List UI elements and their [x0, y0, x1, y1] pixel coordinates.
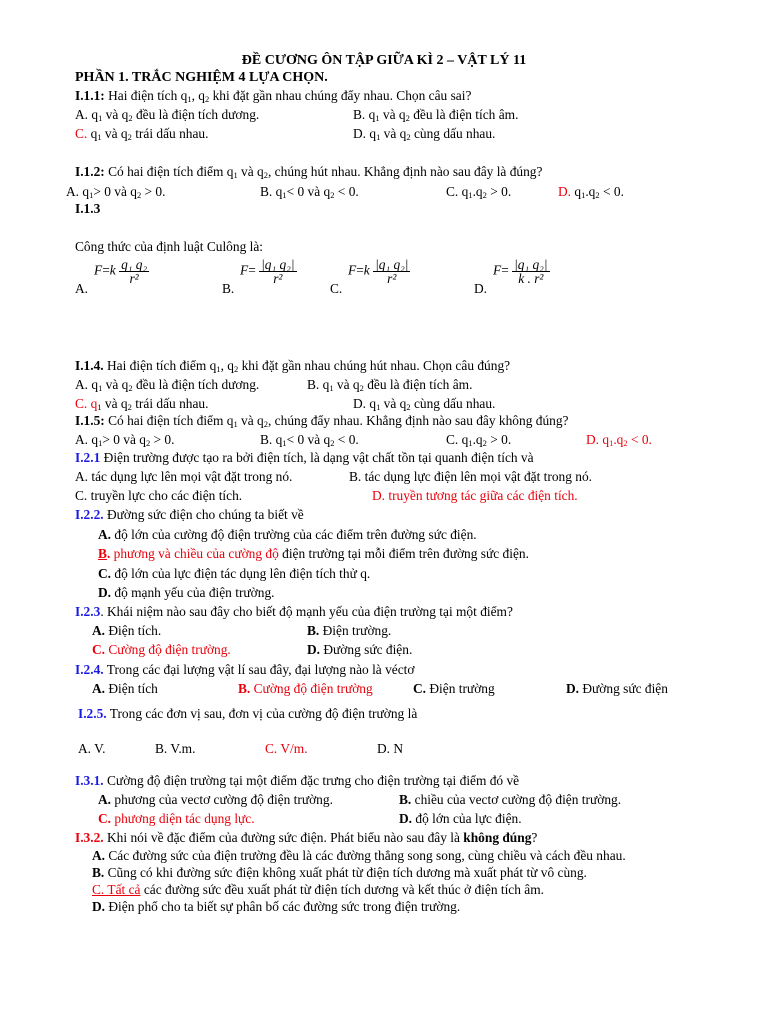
question-id: I.3.2. [75, 830, 104, 845]
option-c: C. $q_1$ và $q_2$ trái dấu nhau. [75, 126, 209, 142]
option-a: A. $q_1> 0$ và $q_2 > 0$. [75, 432, 175, 448]
option-c: C. $q_1.q_2 > 0$. [446, 432, 512, 448]
option-a: A. Điện tích [92, 681, 158, 696]
option-b-label: B. [222, 281, 235, 296]
option-c: C. truyền lực cho các điện tích. [75, 488, 243, 503]
question-1-2-4: I.2.4. Trong các đại lượng vật lí sau đây, đại lượng nào là véctơ [75, 662, 415, 677]
question-id: I.2.5. [78, 706, 107, 721]
option-c: C. $q_1$ và $q_2$ trái dấu nhau. [75, 396, 209, 412]
option-d: D. Đường sức điện. [307, 642, 413, 657]
question-id: I.3.1. [75, 773, 104, 788]
option-a: A. $q_1$ và $q_2$ đều là điện tích dương. [75, 377, 260, 393]
option-a-label: A. [75, 281, 89, 296]
question-id: I.2.1 [75, 450, 101, 465]
option-b: B. $q_1$ và $q_2$ đều là điện tích âm. [307, 377, 473, 393]
option-b: B. Cường độ điện trường [238, 681, 373, 696]
formula-a: F=k $\frac{\text{q₁ q₂}}{\text{r²}}$ [94, 257, 148, 286]
question-1-2-1: I.2.1 Điện trường được tạo ra bởi điện tích, là dạng vật chất tồn tại quanh điện tích và [75, 450, 534, 465]
option-d: D. độ lớn của lực điện. [399, 811, 522, 826]
formula-b: F= $\frac{\text{|q₁ q₂|}}{\text{r²}}$ [240, 257, 295, 286]
formula-c: F=k $\frac{\text{|q₁ q₂|}}{\text{r²}}$ [348, 257, 409, 286]
question-id: I.1.1: [75, 88, 105, 103]
option-d: D. $q_1.q_2 < 0$. [558, 184, 624, 200]
question-1-1-3-id: I.1.3 [75, 201, 101, 216]
option-b: B. $q_1< 0$ và $q_2 < 0$. [260, 184, 359, 200]
question-id: I.1.5: [75, 413, 105, 428]
option-a: A. độ lớn của cường độ điện trường của các điểm trên đường sức điện. [98, 527, 477, 542]
part-heading: PHẦN 1. TRẮC NGHIỆM 4 LỰA CHỌN. [75, 70, 328, 85]
option-c: C. $q_1.q_2 > 0$. [446, 184, 512, 200]
question-1-3-1: I.3.1. Cường độ điện trường tại một điểm đặc trưng cho điện trường tại điểm đó về [75, 773, 520, 788]
option-c: C. Tất cả các đường sức đều xuất phát từ điện tích dương và kết thúc ở điện tích âm. [92, 882, 544, 897]
option-b: B. V.m. [155, 741, 196, 756]
option-d: D. Đường sức điện [566, 681, 668, 696]
option-d: D. N [377, 741, 404, 756]
option-b: B. Cũng có khi đường sức điện không xuất phát từ điện tích dương mà xuất phát từ vô cùng. [92, 865, 587, 880]
option-d: D. $q_1$ và $q_2$ cùng dấu nhau. [353, 396, 496, 412]
option-b: B. Điện trường. [307, 623, 392, 638]
option-b: B. chiều của vectơ cường độ điện trường. [399, 792, 622, 807]
option-d: D. Điện phổ cho ta biết sự phân bố các đường sức trong điện trường. [92, 899, 461, 914]
question-1-1-2: I.1.2: Có hai điện tích điểm $q_1$ và $q_2$, chúng hút nhau. Khẳng định nào sau đây là đúng? [75, 164, 543, 180]
option-d: D. $q_1$ và $q_2$ cùng dấu nhau. [353, 126, 496, 142]
option-b: B. $q_1< 0$ và $q_2 < 0$. [260, 432, 359, 448]
option-b: B. $q_1$ và $q_2$ đều là điện tích âm. [353, 107, 519, 123]
option-d: D. truyền tương tác giữa các điện tích. [372, 488, 578, 503]
option-a: A. $q_1> 0$ và $q_2 > 0$. [66, 184, 166, 200]
option-a: A. V. [78, 741, 106, 756]
option-c: C. V/m. [265, 741, 308, 756]
question-1-1-3: Công thức của định luật Culông là: [75, 239, 264, 254]
option-a: A. Các đường sức của điện trường đều là các đường thẳng song song, cùng chiều và cách đều nhau. [92, 848, 626, 863]
option-c: C. Cường độ điện trường. [92, 642, 231, 657]
question-1-2-3: I.2.3. Khái niệm nào sau đây cho biết độ mạnh yếu của điện trường tại một điểm? [75, 604, 513, 619]
option-d: D. độ mạnh yếu của điện trường. [98, 585, 275, 600]
question-1-1-1: I.1.1: Hai điện tích $q_1$, $q_2$ khi đặt gần nhau chúng đẩy nhau. Chọn câu sai? [75, 88, 472, 104]
option-d: D. $q_1.q_2 < 0$. [586, 432, 652, 448]
option-a: A. $q_1$ và $q_2$ đều là điện tích dương. [75, 107, 260, 123]
option-b: B. phương và chiều của cường độ điện trường tại mỗi điểm trên đường sức điện. [98, 546, 529, 561]
question-1-2-5: I.2.5. Trong các đơn vị sau, đơn vị của cường độ điện trường là [78, 706, 418, 721]
question-id: I.1.4. [75, 358, 104, 373]
formula-d: F= $\frac{\text{|q₁ q₂|}}{\text{k . r²}}$ [493, 257, 548, 286]
question-id: I.2.3 [75, 604, 101, 619]
question-1-1-4: I.1.4. Hai điện tích điểm $q_1$, $q_2$ khi đặt gần nhau chúng hút nhau. Chọn câu đúng? [75, 358, 511, 374]
question-id: I.2.2. [75, 507, 104, 522]
option-c-label: C. [330, 281, 343, 296]
question-id: I.1.2: [75, 164, 105, 179]
question-1-2-2: I.2.2. Đường sức điện cho chúng ta biết về [75, 507, 304, 522]
option-c: C. Điện trường [413, 681, 495, 696]
option-a: A. tác dụng lực lên mọi vật đặt trong nó. [75, 469, 293, 484]
option-d-label: D. [474, 281, 488, 296]
document-title: ĐỀ CƯƠNG ÔN TẬP GIỮA KÌ 2 – VẬT LÝ 11 [241, 53, 527, 68]
option-c: C. độ lớn của lực điện tác dụng lên điện tích thử q. [98, 566, 371, 581]
option-c: C. phương diện tác dụng lực. [98, 811, 255, 826]
question-1-3-2: I.3.2. Khi nói về đặc điểm của đường sức điện. Phát biểu nào sau đây là không đúng? [75, 830, 538, 845]
question-1-1-5: I.1.5: Có hai điện tích điểm $q_1$ và $q_2$, chúng đẩy nhau. Khẳng định nào sau đây không đúng? [75, 413, 569, 429]
option-a: A. phương của vectơ cường độ điện trường. [98, 792, 333, 807]
option-b: B. tác dụng lực điện lên mọi vật đặt trong nó. [349, 469, 593, 484]
option-a: A. Điện tích. [92, 623, 162, 638]
question-id: I.2.4. [75, 662, 104, 677]
